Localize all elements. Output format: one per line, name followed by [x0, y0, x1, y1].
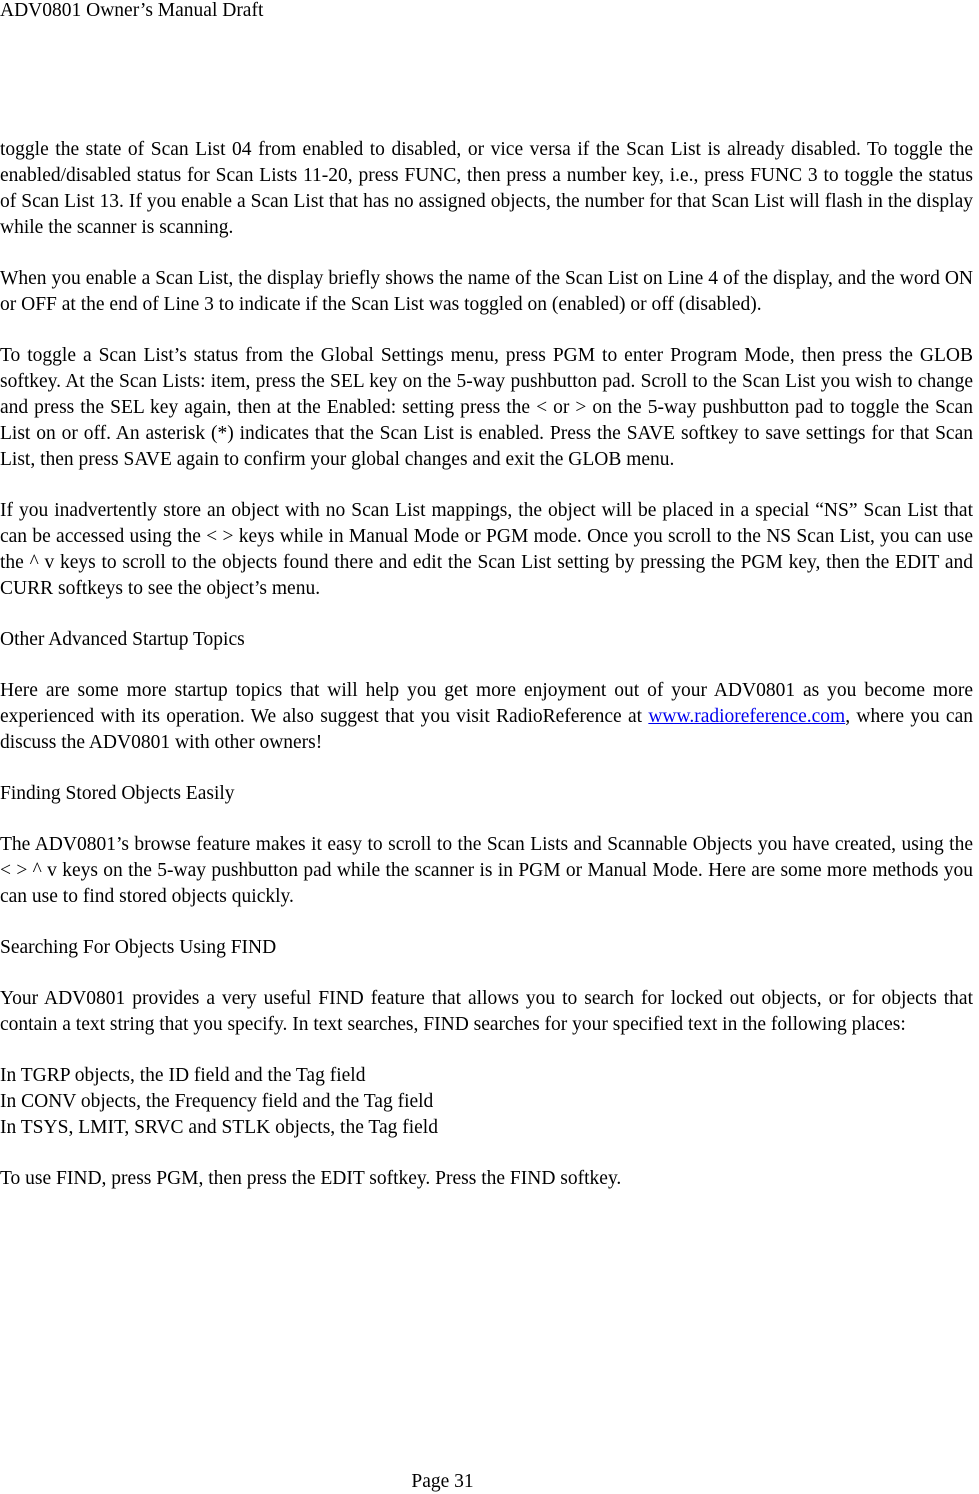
paragraph-find-feature: Your ADV0801 provides a very useful FIND feature that allows you to search for locked out objects, or for objects that contain a text string that you specify. In text searches, FIND searches for your specified text in the following places: [0, 988, 973, 1035]
heading-finding-objects: Finding Stored Objects Easily [0, 783, 235, 804]
list-item: In CONV objects, the Frequency field and the Tag field [0, 1091, 434, 1112]
paragraph-ns-scan-list: If you inadvertently store an object with no Scan List mappings, the object will be placed in a special “NS” Scan List that can be accessed using the < > keys while in Manual Mode or PGM mode. Once you scroll to the NS Scan List, you can use the ^ v keys to scroll to the objects found there and edit the Scan List setting by pressing the PGM key, then the EDIT and CURR softkeys to see the object’s menu. [0, 500, 973, 599]
page-number: Page 31 [411, 1471, 474, 1492]
heading-advanced-startup: Other Advanced Startup Topics [0, 629, 245, 650]
list-item: In TGRP objects, the ID field and the Tag field [0, 1065, 366, 1086]
paragraph-enable-display: When you enable a Scan List, the display briefly shows the name of the Scan List on Line 4 of the display, and the word ON or OFF at the end of Line 3 to indicate if the Scan List was toggled on (enabled) or off (disabled). [0, 268, 973, 315]
find-locations-list [0, 1063, 973, 1141]
paragraph-global-settings: To toggle a Scan List’s status from the Global Settings menu, press PGM to enter Program Mode, then press the GLOB softkey. At the Scan Lists: item, press the SEL key on the 5-way pushbutton pad. Scroll to the Scan List you wish to change and press the SEL key again, then at the Enabled: setting press the < or > on the 5-way pushbutton pad to toggle the Scan List on or off. An asterisk (*) indicates that the Scan List is enabled. Press the SAVE softkey to save settings for that Scan List, then press SAVE again to confirm your global changes and exit the GLOB menu. [0, 345, 973, 470]
startup-text-after: , where you can discuss the ADV0801 with other owners! [0, 706, 973, 753]
paragraph-startup-topics [0, 678, 973, 756]
radioreference-link[interactable]: www.radioreference.com [648, 706, 846, 727]
startup-text-before: Here are some more startup topics that will help you get more enjoyment out of your ADV0801 as you become more experienced with its operation. We also suggest that you visit RadioReference at [0, 680, 973, 727]
heading-find: Searching For Objects Using FIND [0, 937, 277, 958]
paragraph-use-find: To use FIND, press PGM, then press the EDIT softkey. Press the FIND softkey. [0, 1168, 622, 1189]
paragraph-scan-list-toggle: toggle the state of Scan List 04 from enabled to disabled, or vice versa if the Scan List is already disabled. To toggle the enabled/disabled status for Scan Lists 11-20, press FUNC, then press a number key, i.e., press FUNC 3 to toggle the status of Scan List 13. If you enable a Scan List that has no assigned objects, the number for that Scan List will flash in the display while the scanner is scanning. [0, 139, 973, 238]
paragraph-browse-feature: The ADV0801’s browse feature makes it easy to scroll to the Scan Lists and Scannable Objects you have created, using the < > ^ v keys on the 5-way pushbutton pad while the scanner is in PGM or Manual Mode. Here are some more methods you can use to find stored objects quickly. [0, 834, 973, 907]
document-body [0, 137, 973, 1217]
list-item: In TSYS, LMIT, SRVC and STLK objects, the Tag field [0, 1117, 438, 1138]
page-header: ADV0801 Owner’s Manual Draft [0, 0, 264, 21]
